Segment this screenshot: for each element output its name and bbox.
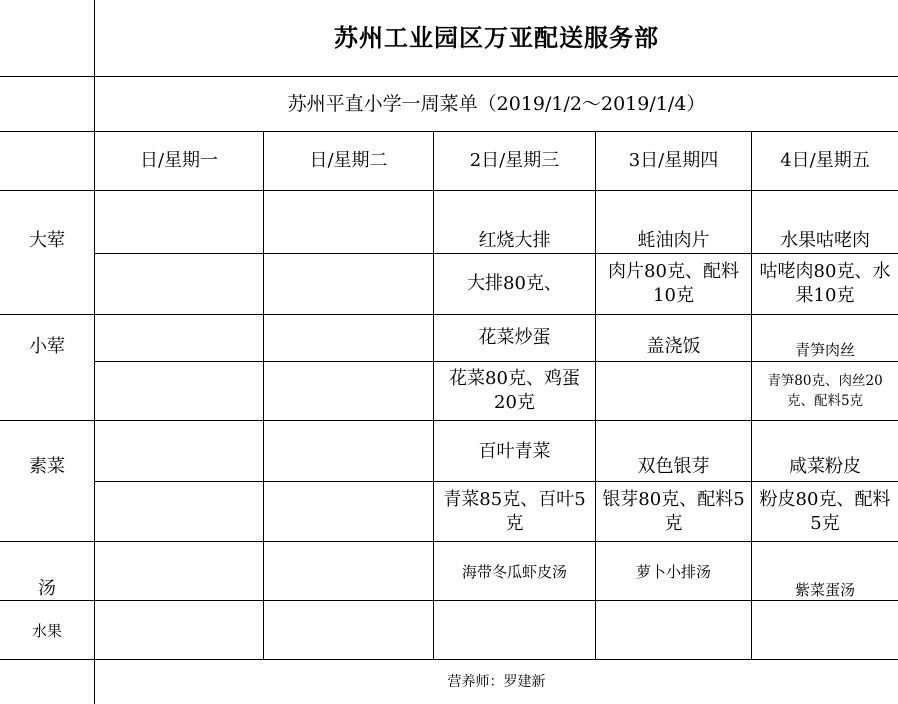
veg-ingredients-wed: 青菜85克、百叶5克 [443, 488, 586, 534]
category-label-side: 小荤 [29, 336, 65, 357]
grid-line [0, 190, 898, 191]
main-dish-thu: 蚝油肉片 [637, 230, 710, 251]
grid-line [0, 541, 898, 542]
veg-ingredients-thu: 银芽80克、配料5克 [602, 488, 745, 534]
category-label-main: 大荤 [29, 230, 65, 251]
side-dish-thu: 盖浇饭 [646, 336, 701, 357]
company-title: 苏州工业园区万亚配送服务部 [334, 23, 659, 52]
main-ingredients-wed: 大排80克、 [467, 273, 562, 294]
grid-line [263, 131, 264, 659]
side-ingredients-wed: 花菜80克、鸡蛋20克 [449, 368, 580, 413]
soup-fri: 紫菜蛋汤 [794, 581, 855, 599]
veg-dish-fri: 咸菜粉皮 [789, 456, 861, 477]
day-header-tue: 日/星期二 [309, 150, 388, 171]
side-ingredients-fri: 青笋80克、肉丝20克、配料5克 [767, 373, 883, 409]
category-label-veg: 素菜 [29, 456, 65, 477]
veg-ingredients-fri: 粉皮80克、配料5克 [759, 488, 891, 534]
day-header-mon: 日/星期一 [139, 150, 219, 171]
grid-line [0, 420, 898, 421]
menu-subtitle: 苏州平直小学一周菜单（2019/1/2～2019/1/4） [287, 93, 706, 115]
veg-dish-thu: 双色银芽 [637, 456, 710, 477]
main-ingredients-thu: 肉片80克、配料10克 [608, 261, 739, 306]
main-dish-wed: 红烧大排 [478, 230, 551, 251]
main-dish-fri: 水果咕咾肉 [780, 230, 870, 251]
category-label-fruit: 水果 [31, 622, 62, 640]
veg-dish-wed: 百叶青菜 [478, 441, 551, 462]
soup-thu: 萝卜小排汤 [635, 563, 711, 581]
day-header-thu: 3日/星期四 [628, 150, 719, 171]
grid-line [0, 314, 898, 315]
side-dish-fri: 青笋肉丝 [794, 341, 855, 359]
side-dish-wed: 花菜炒蛋 [478, 327, 551, 348]
day-header-fri: 4日/星期五 [780, 150, 870, 171]
soup-wed: 海带冬瓜虾皮汤 [461, 563, 567, 581]
category-label-soup: 汤 [38, 578, 56, 599]
day-header-wed: 2日/星期三 [469, 150, 560, 171]
main-ingredients-fri: 咕咾肉80克、水果10克 [759, 261, 891, 306]
nutritionist-note: 营养师：罗建新 [447, 674, 546, 690]
